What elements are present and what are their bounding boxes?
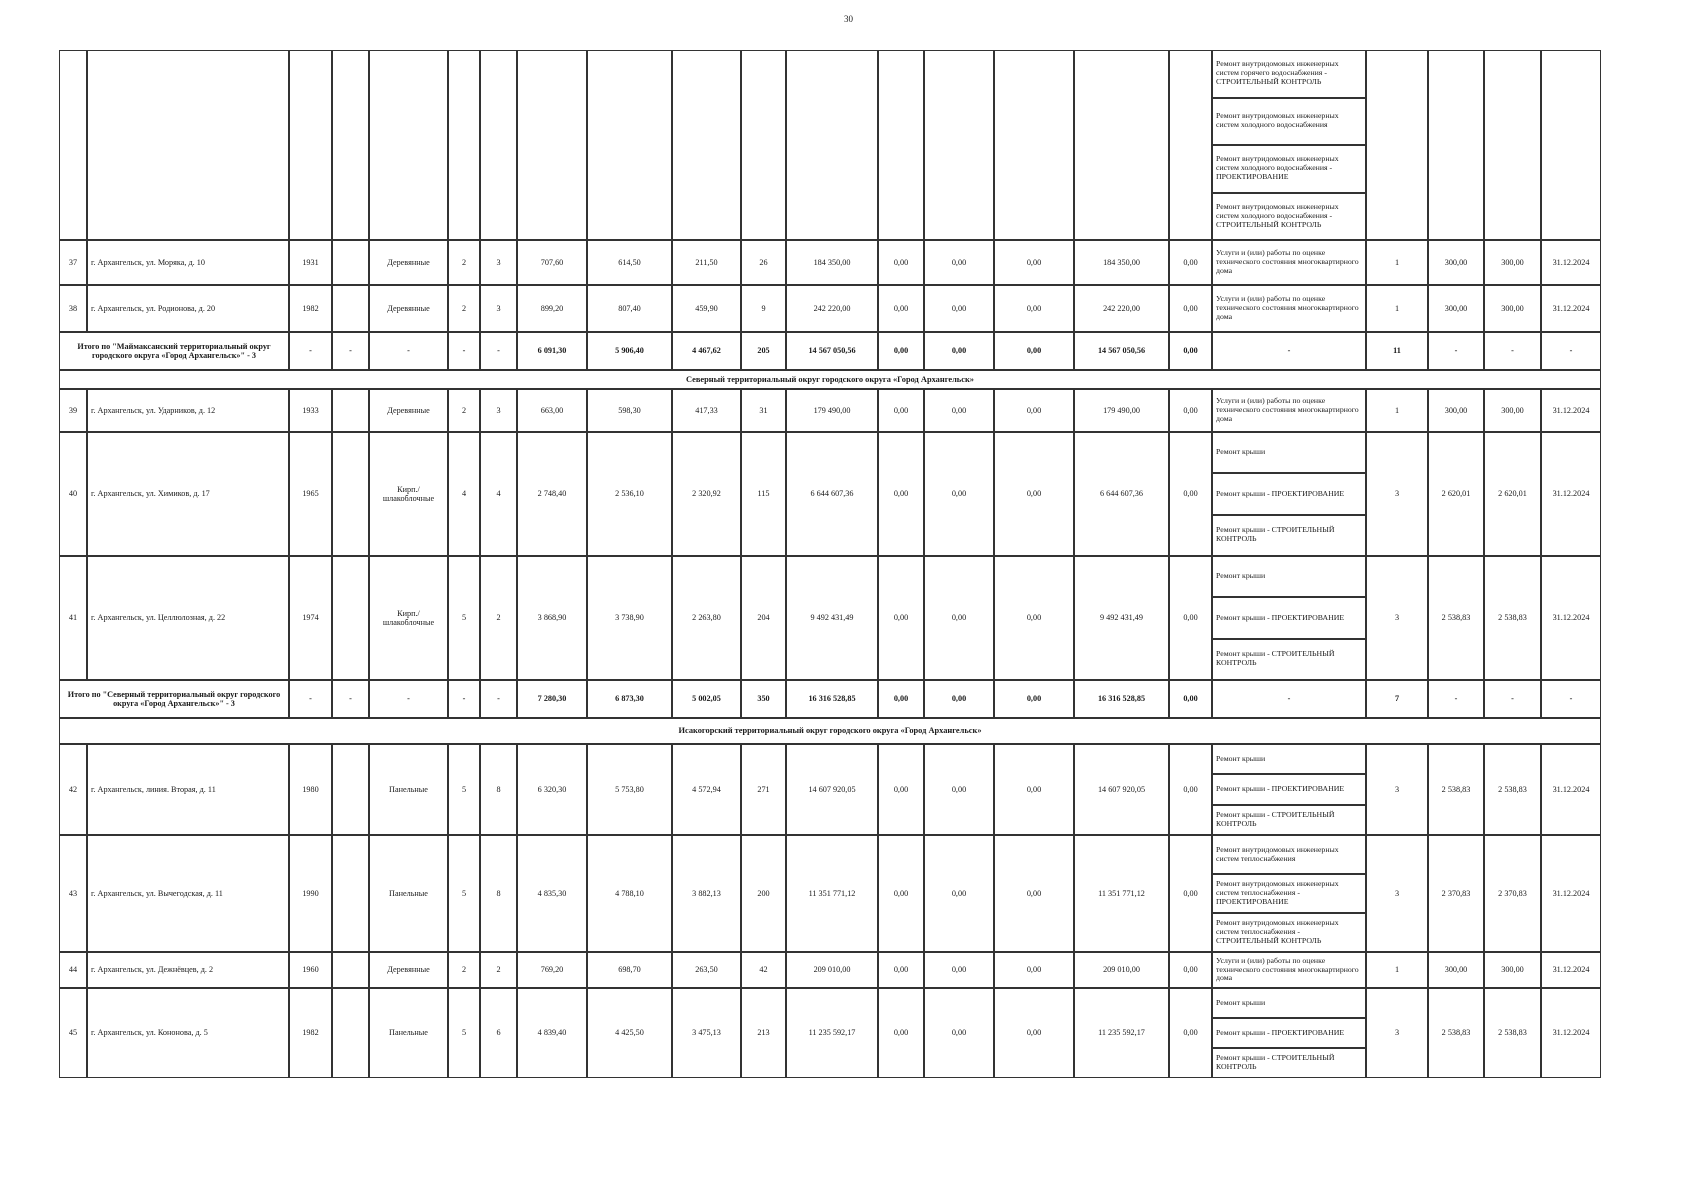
cell-max-unit-cost: 2 538,83 <box>1484 744 1541 835</box>
cell-works-count: 1 <box>1366 285 1428 332</box>
cell-total-cost: 11 235 592,17 <box>786 988 878 1078</box>
subtotal-premises-area: 5 906,40 <box>587 332 672 370</box>
cell-owners-funds: 14 607 920,05 <box>1074 744 1169 835</box>
cell-address: г. Архангельск, ул. Химиков, д. 17 <box>87 432 289 556</box>
cell-municipal-budget: 0,00 <box>994 988 1074 1078</box>
cell-residential-area: 3 882,13 <box>672 835 741 952</box>
cell-total-area <box>517 50 587 240</box>
cell-owners-funds: 6 644 607,36 <box>1074 432 1169 556</box>
cell-total-area: 899,20 <box>517 285 587 332</box>
cell-premises-area: 2 536,10 <box>587 432 672 556</box>
cell-row-number: 41 <box>59 556 87 680</box>
subtotal-label: Итого по "Северный территориальный округ городского округа «Город Архангельск»" - 3 <box>59 680 289 718</box>
cell-municipal-budget: 0,00 <box>994 952 1074 988</box>
cell-premises-area: 4 788,10 <box>587 835 672 952</box>
cell-other-funds: 0,00 <box>1169 240 1212 285</box>
cell-year-built: 1931 <box>289 240 332 285</box>
cell-works-count <box>1366 50 1428 240</box>
cell-total-cost: 184 350,00 <box>786 240 878 285</box>
subtotal-works-count: 11 <box>1366 332 1428 370</box>
cell-row-number: 40 <box>59 432 87 556</box>
cell-other-funds: 0,00 <box>1169 389 1212 432</box>
cell-works-count: 3 <box>1366 556 1428 680</box>
cell-municipal-budget: 0,00 <box>994 432 1074 556</box>
cell-premises-area: 3 738,90 <box>587 556 672 680</box>
subtotal-entrances: - <box>480 680 517 718</box>
cell-total-cost: 9 492 431,49 <box>786 556 878 680</box>
work-type-item: Ремонт крыши - ПРОЕКТИРОВАНИЕ <box>1212 774 1366 804</box>
cell-premises-area: 807,40 <box>587 285 672 332</box>
cell-wall-material: Панельные <box>369 988 448 1078</box>
cell-wall-material: Панельные <box>369 835 448 952</box>
work-type-item: Ремонт крыши - СТРОИТЕЛЬНЫЙ КОНТРОЛЬ <box>1212 805 1366 835</box>
work-type-item: Ремонт крыши - ПРОЕКТИРОВАНИЕ <box>1212 1018 1366 1048</box>
cell-completion-date: 31.12.2024 <box>1541 952 1601 988</box>
cell-fund-support: 0,00 <box>878 835 924 952</box>
cell-year-built: 1974 <box>289 556 332 680</box>
cell-regional-budget: 0,00 <box>924 285 994 332</box>
work-type-item: Ремонт внутридомовых инженерных систем теплоснабжения - СТРОИТЕЛЬНЫЙ КОНТРОЛЬ <box>1212 913 1366 952</box>
cell-owners-funds: 11 235 592,17 <box>1074 988 1169 1078</box>
cell-wall-material: Деревянные <box>369 240 448 285</box>
cell-address: г. Архангельск, линия. Вторая, д. 11 <box>87 744 289 835</box>
subtotal-year-commissioning: - <box>332 332 369 370</box>
cell-address: г. Архангельск, ул. Ударников, д. 12 <box>87 389 289 432</box>
work-type-item: Ремонт крыши - ПРОЕКТИРОВАНИЕ <box>1212 473 1366 514</box>
cell-regional-budget: 0,00 <box>924 952 994 988</box>
cell-year-built: 1982 <box>289 285 332 332</box>
cell-works-count: 3 <box>1366 988 1428 1078</box>
subtotal-total-cost: 16 316 528,85 <box>786 680 878 718</box>
cell-residential-area: 3 475,13 <box>672 988 741 1078</box>
subtotal-municipal-budget: 0,00 <box>994 680 1074 718</box>
cell-total-area: 4 839,40 <box>517 988 587 1078</box>
section-header: Северный территориальный округ городского округа «Город Архангельск» <box>59 370 1601 389</box>
cell-premises-area: 614,50 <box>587 240 672 285</box>
cell-owners-funds: 184 350,00 <box>1074 240 1169 285</box>
cell-year-commissioning <box>332 835 369 952</box>
cell-entrances: 6 <box>480 988 517 1078</box>
cell-max-unit-cost: 2 538,83 <box>1484 556 1541 680</box>
cell-wall-material: Деревянные <box>369 285 448 332</box>
work-type-item: Ремонт крыши <box>1212 744 1366 774</box>
cell-completion-date: 31.12.2024 <box>1541 240 1601 285</box>
cell-year-commissioning <box>332 556 369 680</box>
work-type-item: Ремонт крыши - СТРОИТЕЛЬНЫЙ КОНТРОЛЬ <box>1212 1048 1366 1078</box>
cell-regional-budget: 0,00 <box>924 835 994 952</box>
cell-residents <box>741 50 786 240</box>
cell-wall-material: Деревянные <box>369 952 448 988</box>
cell-address <box>87 50 289 240</box>
subtotal-year-built: - <box>289 680 332 718</box>
cell-completion-date: 31.12.2024 <box>1541 744 1601 835</box>
cell-total-cost: 242 220,00 <box>786 285 878 332</box>
cell-unit-cost: 2 538,83 <box>1428 556 1484 680</box>
cell-year-commissioning <box>332 744 369 835</box>
cell-municipal-budget: 0,00 <box>994 285 1074 332</box>
cell-other-funds: 0,00 <box>1169 988 1212 1078</box>
cell-completion-date: 31.12.2024 <box>1541 988 1601 1078</box>
cell-premises-area <box>587 50 672 240</box>
cell-regional-budget: 0,00 <box>924 432 994 556</box>
cell-year-built: 1960 <box>289 952 332 988</box>
subtotal-wall-material: - <box>369 680 448 718</box>
cell-residents: 26 <box>741 240 786 285</box>
cell-address: г. Архангельск, ул. Дежнёвцев, д. 2 <box>87 952 289 988</box>
cell-owners-funds: 11 351 771,12 <box>1074 835 1169 952</box>
cell-row-number: 39 <box>59 389 87 432</box>
cell-floors: 2 <box>448 952 480 988</box>
cell-completion-date: 31.12.2024 <box>1541 389 1601 432</box>
cell-address: г. Архангельск, ул. Родионова, д. 20 <box>87 285 289 332</box>
cell-unit-cost: 300,00 <box>1428 240 1484 285</box>
cell-year-commissioning <box>332 285 369 332</box>
cell-year-commissioning <box>332 988 369 1078</box>
cell-floors: 4 <box>448 432 480 556</box>
cell-row-number <box>59 50 87 240</box>
cell-unit-cost: 2 538,83 <box>1428 988 1484 1078</box>
cell-municipal-budget: 0,00 <box>994 835 1074 952</box>
cell-entrances: 8 <box>480 744 517 835</box>
cell-floors: 5 <box>448 556 480 680</box>
cell-owners-funds: 242 220,00 <box>1074 285 1169 332</box>
cell-residential-area: 211,50 <box>672 240 741 285</box>
work-type-item: Услуги и (или) работы по оценке технического состояния многоквартирного дома <box>1212 240 1366 285</box>
subtotal-floors: - <box>448 332 480 370</box>
cell-owners-funds: 209 010,00 <box>1074 952 1169 988</box>
cell-unit-cost: 2 370,83 <box>1428 835 1484 952</box>
cell-year-commissioning <box>332 952 369 988</box>
cell-unit-cost <box>1428 50 1484 240</box>
cell-residents: 115 <box>741 432 786 556</box>
cell-residential-area <box>672 50 741 240</box>
cell-completion-date: 31.12.2024 <box>1541 432 1601 556</box>
cell-max-unit-cost: 2 370,83 <box>1484 835 1541 952</box>
cell-premises-area: 598,30 <box>587 389 672 432</box>
cell-residential-area: 417,33 <box>672 389 741 432</box>
cell-address: г. Архангельск, ул. Вычегодская, д. 11 <box>87 835 289 952</box>
work-type-item: Ремонт внутридомовых инженерных систем холодного водоснабжения <box>1212 98 1366 146</box>
cell-owners-funds: 9 492 431,49 <box>1074 556 1169 680</box>
cell-other-funds: 0,00 <box>1169 432 1212 556</box>
cell-residents: 271 <box>741 744 786 835</box>
subtotal-residents: 350 <box>741 680 786 718</box>
cell-residential-area: 2 320,92 <box>672 432 741 556</box>
subtotal-year-built: - <box>289 332 332 370</box>
cell-year-built: 1965 <box>289 432 332 556</box>
cell-regional-budget: 0,00 <box>924 389 994 432</box>
cell-total-cost: 11 351 771,12 <box>786 835 878 952</box>
subtotal-regional-budget: 0,00 <box>924 332 994 370</box>
subtotal-residential-area: 4 467,62 <box>672 332 741 370</box>
subtotal-unit-cost: - <box>1428 680 1484 718</box>
cell-entrances: 3 <box>480 240 517 285</box>
cell-year-built: 1980 <box>289 744 332 835</box>
cell-other-funds: 0,00 <box>1169 744 1212 835</box>
cell-total-area: 2 748,40 <box>517 432 587 556</box>
subtotal-work-type: - <box>1212 680 1366 718</box>
cell-wall-material: Кирп./ шлакоблочные <box>369 432 448 556</box>
cell-residents: 42 <box>741 952 786 988</box>
cell-residential-area: 459,90 <box>672 285 741 332</box>
cell-year-built: 1982 <box>289 988 332 1078</box>
cell-row-number: 38 <box>59 285 87 332</box>
subtotal-year-commissioning: - <box>332 680 369 718</box>
cell-total-area: 769,20 <box>517 952 587 988</box>
cell-year-built: 1933 <box>289 389 332 432</box>
cell-total-area: 6 320,30 <box>517 744 587 835</box>
cell-works-count: 1 <box>1366 240 1428 285</box>
cell-entrances: 4 <box>480 432 517 556</box>
cell-entrances: 3 <box>480 389 517 432</box>
subtotal-label: Итого по "Маймаксанский территориальный округ городского округа «Город Архангельск»" - 3 <box>59 332 289 370</box>
cell-fund-support: 0,00 <box>878 988 924 1078</box>
cell-wall-material: Деревянные <box>369 389 448 432</box>
cell-row-number: 37 <box>59 240 87 285</box>
cell-fund-support: 0,00 <box>878 952 924 988</box>
cell-works-count: 1 <box>1366 389 1428 432</box>
cell-floors: 5 <box>448 988 480 1078</box>
subtotal-wall-material: - <box>369 332 448 370</box>
page-number: 30 <box>844 14 853 24</box>
work-type-item: Ремонт крыши <box>1212 988 1366 1018</box>
cell-floors <box>448 50 480 240</box>
section-header: Исакогорский территориальный округ городского округа «Город Архангельск» <box>59 718 1601 744</box>
subtotal-regional-budget: 0,00 <box>924 680 994 718</box>
work-type-item: Ремонт внутридомовых инженерных систем теплоснабжения - ПРОЕКТИРОВАНИЕ <box>1212 874 1366 913</box>
cell-fund-support: 0,00 <box>878 285 924 332</box>
cell-max-unit-cost: 2 620,01 <box>1484 432 1541 556</box>
cell-total-area: 4 835,30 <box>517 835 587 952</box>
cell-regional-budget: 0,00 <box>924 556 994 680</box>
subtotal-municipal-budget: 0,00 <box>994 332 1074 370</box>
cell-year-commissioning <box>332 432 369 556</box>
cell-year-commissioning <box>332 240 369 285</box>
cell-residents: 9 <box>741 285 786 332</box>
cell-address: г. Архангельск, ул. Моряка, д. 10 <box>87 240 289 285</box>
work-type-item: Ремонт крыши - СТРОИТЕЛЬНЫЙ КОНТРОЛЬ <box>1212 515 1366 556</box>
cell-works-count: 3 <box>1366 744 1428 835</box>
cell-works-count: 1 <box>1366 952 1428 988</box>
cell-residential-area: 263,50 <box>672 952 741 988</box>
subtotal-residents: 205 <box>741 332 786 370</box>
cell-works-count: 3 <box>1366 432 1428 556</box>
cell-floors: 5 <box>448 744 480 835</box>
cell-floors: 2 <box>448 240 480 285</box>
work-type-item: Ремонт внутридомовых инженерных систем холодного водоснабжения - ПРОЕКТИРОВАНИЕ <box>1212 145 1366 193</box>
cell-row-number: 43 <box>59 835 87 952</box>
cell-wall-material <box>369 50 448 240</box>
cell-regional-budget: 0,00 <box>924 744 994 835</box>
cell-fund-support: 0,00 <box>878 556 924 680</box>
cell-entrances <box>480 50 517 240</box>
cell-owners-funds <box>1074 50 1169 240</box>
cell-residents: 200 <box>741 835 786 952</box>
cell-premises-area: 698,70 <box>587 952 672 988</box>
cell-regional-budget: 0,00 <box>924 988 994 1078</box>
cell-municipal-budget <box>994 50 1074 240</box>
work-type-item: Ремонт крыши <box>1212 556 1366 597</box>
cell-max-unit-cost: 300,00 <box>1484 389 1541 432</box>
cell-year-commissioning <box>332 50 369 240</box>
cell-entrances: 2 <box>480 952 517 988</box>
cell-fund-support <box>878 50 924 240</box>
cell-residential-area: 2 263,80 <box>672 556 741 680</box>
cell-completion-date: 31.12.2024 <box>1541 835 1601 952</box>
work-type-item: Услуги и (или) работы по оценке технического состояния многоквартирного дома <box>1212 952 1366 988</box>
cell-fund-support: 0,00 <box>878 432 924 556</box>
cell-other-funds: 0,00 <box>1169 285 1212 332</box>
cell-owners-funds: 179 490,00 <box>1074 389 1169 432</box>
cell-entrances: 8 <box>480 835 517 952</box>
cell-unit-cost: 2 538,83 <box>1428 744 1484 835</box>
subtotal-total-area: 7 280,30 <box>517 680 587 718</box>
work-type-item: Ремонт внутридомовых инженерных систем холодного водоснабжения - СТРОИТЕЛЬНЫЙ КОНТРОЛЬ <box>1212 193 1366 241</box>
cell-max-unit-cost: 300,00 <box>1484 285 1541 332</box>
subtotal-fund-support: 0,00 <box>878 680 924 718</box>
cell-row-number: 44 <box>59 952 87 988</box>
subtotal-completion-date: - <box>1541 332 1601 370</box>
work-type-item: Ремонт внутридомовых инженерных систем горячего водоснабжения - СТРОИТЕЛЬНЫЙ КОНТРОЛЬ <box>1212 50 1366 98</box>
cell-address: г. Архангельск, ул. Целлюлозная, д. 22 <box>87 556 289 680</box>
cell-other-funds: 0,00 <box>1169 835 1212 952</box>
cell-completion-date: 31.12.2024 <box>1541 556 1601 680</box>
cell-total-cost <box>786 50 878 240</box>
work-type-item: Ремонт крыши - ПРОЕКТИРОВАНИЕ <box>1212 597 1366 638</box>
cell-municipal-budget: 0,00 <box>994 556 1074 680</box>
cell-other-funds: 0,00 <box>1169 556 1212 680</box>
subtotal-completion-date: - <box>1541 680 1601 718</box>
cell-total-cost: 179 490,00 <box>786 389 878 432</box>
cell-municipal-budget: 0,00 <box>994 240 1074 285</box>
cell-year-built: 1990 <box>289 835 332 952</box>
work-type-item: Ремонт крыши - СТРОИТЕЛЬНЫЙ КОНТРОЛЬ <box>1212 639 1366 680</box>
work-type-item: Ремонт внутридомовых инженерных систем теплоснабжения <box>1212 835 1366 874</box>
subtotal-floors: - <box>448 680 480 718</box>
cell-municipal-budget: 0,00 <box>994 389 1074 432</box>
cell-wall-material: Кирп./ шлакоблочные <box>369 556 448 680</box>
subtotal-other-funds: 0,00 <box>1169 332 1212 370</box>
subtotal-entrances: - <box>480 332 517 370</box>
cell-fund-support: 0,00 <box>878 389 924 432</box>
subtotal-fund-support: 0,00 <box>878 332 924 370</box>
cell-unit-cost: 300,00 <box>1428 285 1484 332</box>
cell-total-cost: 209 010,00 <box>786 952 878 988</box>
capital-repair-table <box>59 50 1601 1114</box>
cell-row-number: 45 <box>59 988 87 1078</box>
cell-total-area: 707,60 <box>517 240 587 285</box>
cell-works-count: 3 <box>1366 835 1428 952</box>
cell-max-unit-cost: 2 538,83 <box>1484 988 1541 1078</box>
cell-residential-area: 4 572,94 <box>672 744 741 835</box>
cell-entrances: 3 <box>480 285 517 332</box>
cell-total-area: 663,00 <box>517 389 587 432</box>
cell-max-unit-cost: 300,00 <box>1484 240 1541 285</box>
cell-regional-budget: 0,00 <box>924 240 994 285</box>
cell-completion-date <box>1541 50 1601 240</box>
cell-premises-area: 5 753,80 <box>587 744 672 835</box>
cell-row-number: 42 <box>59 744 87 835</box>
cell-fund-support: 0,00 <box>878 240 924 285</box>
cell-regional-budget <box>924 50 994 240</box>
cell-unit-cost: 2 620,01 <box>1428 432 1484 556</box>
subtotal-total-cost: 14 567 050,56 <box>786 332 878 370</box>
subtotal-work-type: - <box>1212 332 1366 370</box>
cell-year-commissioning <box>332 389 369 432</box>
subtotal-residential-area: 5 002,05 <box>672 680 741 718</box>
work-type-item: Услуги и (или) работы по оценке технического состояния многоквартирного дома <box>1212 389 1366 432</box>
cell-residents: 213 <box>741 988 786 1078</box>
cell-total-cost: 14 607 920,05 <box>786 744 878 835</box>
cell-fund-support: 0,00 <box>878 744 924 835</box>
cell-unit-cost: 300,00 <box>1428 952 1484 988</box>
subtotal-max-unit-cost: - <box>1484 332 1541 370</box>
cell-floors: 2 <box>448 285 480 332</box>
subtotal-unit-cost: - <box>1428 332 1484 370</box>
cell-total-cost: 6 644 607,36 <box>786 432 878 556</box>
cell-year-built <box>289 50 332 240</box>
subtotal-max-unit-cost: - <box>1484 680 1541 718</box>
cell-other-funds <box>1169 50 1212 240</box>
cell-floors: 5 <box>448 835 480 952</box>
cell-residents: 31 <box>741 389 786 432</box>
cell-max-unit-cost <box>1484 50 1541 240</box>
subtotal-total-area: 6 091,30 <box>517 332 587 370</box>
work-type-item: Ремонт крыши <box>1212 432 1366 473</box>
cell-entrances: 2 <box>480 556 517 680</box>
cell-unit-cost: 300,00 <box>1428 389 1484 432</box>
work-type-item: Услуги и (или) работы по оценке технического состояния многоквартирного дома <box>1212 285 1366 332</box>
cell-max-unit-cost: 300,00 <box>1484 952 1541 988</box>
cell-municipal-budget: 0,00 <box>994 744 1074 835</box>
subtotal-premises-area: 6 873,30 <box>587 680 672 718</box>
cell-floors: 2 <box>448 389 480 432</box>
cell-residents: 204 <box>741 556 786 680</box>
cell-address: г. Архангельск, ул. Кононова, д. 5 <box>87 988 289 1078</box>
cell-total-area: 3 868,90 <box>517 556 587 680</box>
cell-other-funds: 0,00 <box>1169 952 1212 988</box>
cell-completion-date: 31.12.2024 <box>1541 285 1601 332</box>
subtotal-works-count: 7 <box>1366 680 1428 718</box>
cell-wall-material: Панельные <box>369 744 448 835</box>
subtotal-other-funds: 0,00 <box>1169 680 1212 718</box>
subtotal-owners-funds: 14 567 050,56 <box>1074 332 1169 370</box>
cell-premises-area: 4 425,50 <box>587 988 672 1078</box>
subtotal-owners-funds: 16 316 528,85 <box>1074 680 1169 718</box>
